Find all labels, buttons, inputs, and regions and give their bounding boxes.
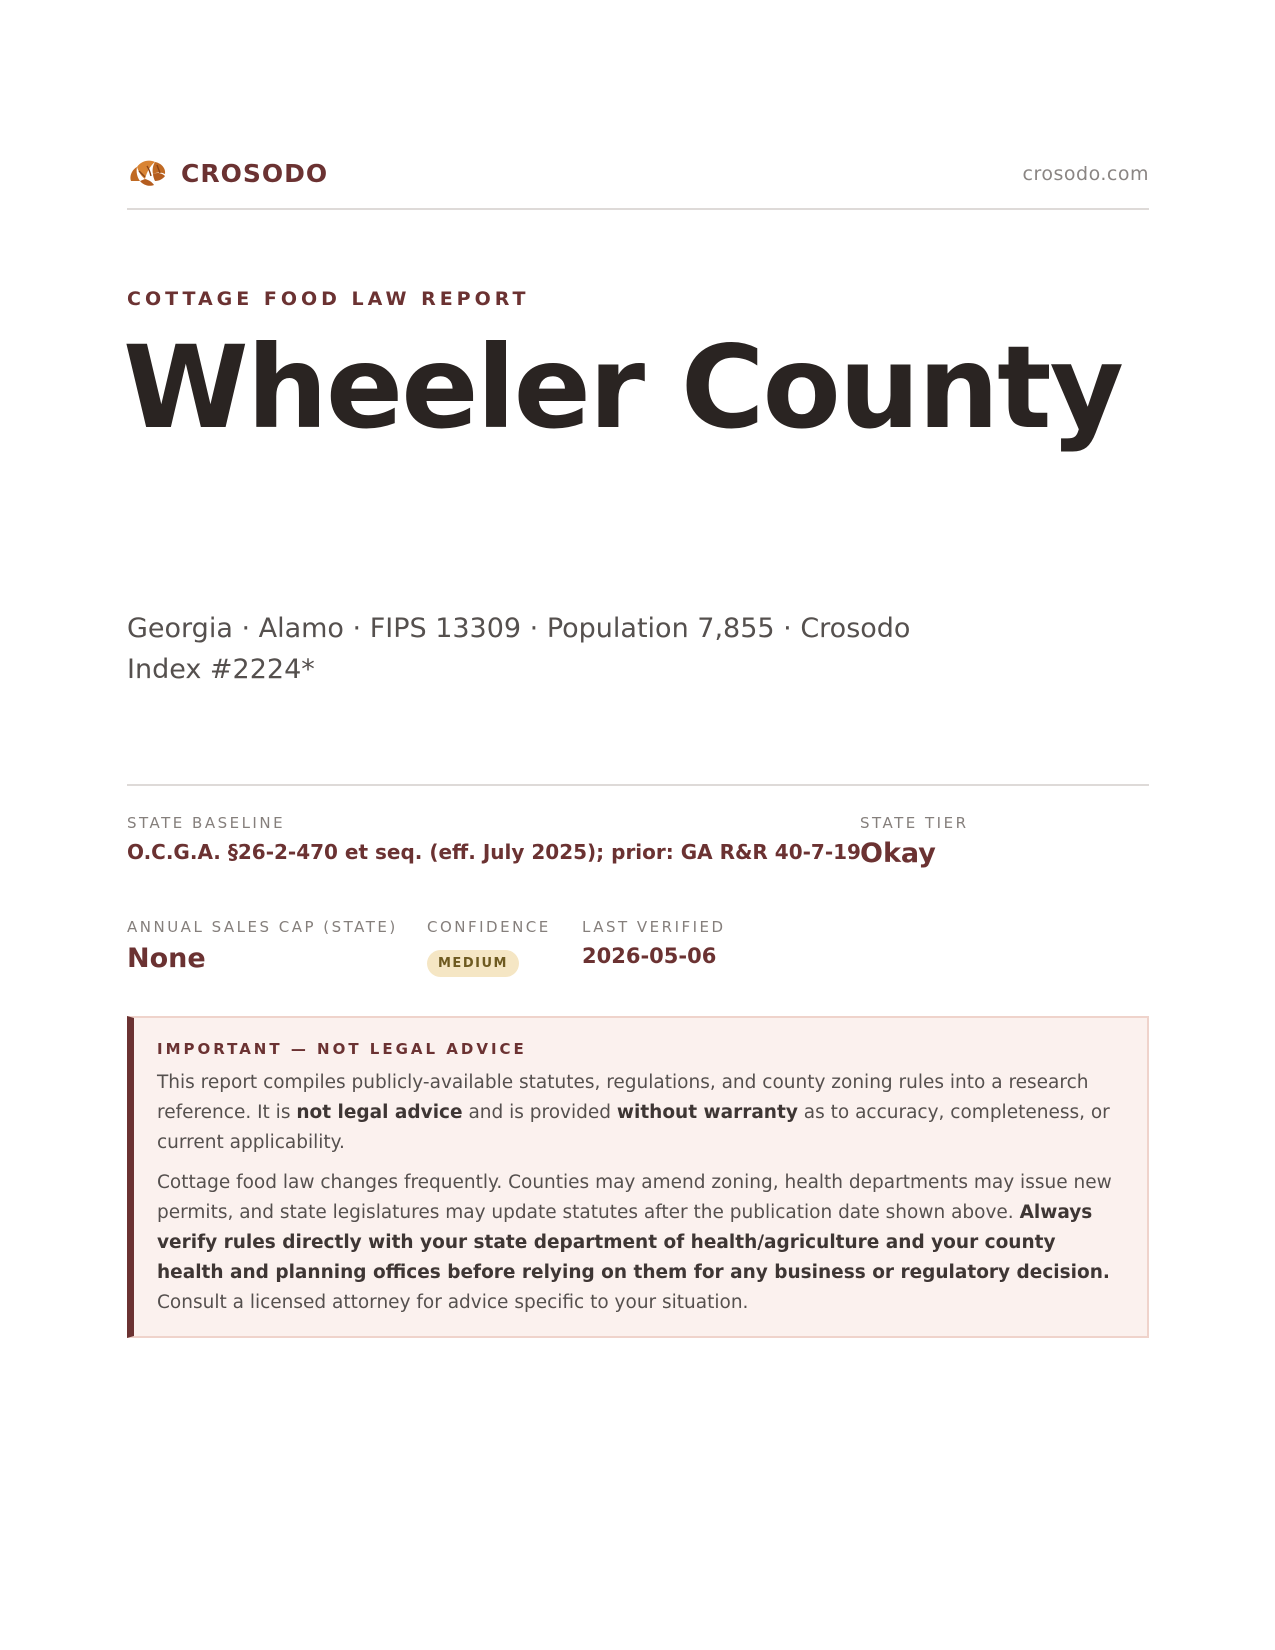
notice-text: Consult a licensed attorney for advice specific to your situation. — [157, 1292, 749, 1313]
legal-notice — [127, 1016, 1149, 1338]
site-url-link[interactable]: crosodo.com — [1022, 163, 1149, 185]
notice-paragraph-2 — [157, 1168, 1121, 1318]
state-tier-value: Okay — [860, 838, 936, 869]
notice-title: IMPORTANT — NOT LEGAL ADVICE — [157, 1040, 527, 1058]
state-baseline-label: STATE BASELINE — [127, 814, 286, 832]
page-title: Wheeler County — [123, 321, 1122, 454]
notice-emphasis: Always verify rules directly with your state department of health/agriculture and your county health and planning offices before relying on them for any business or regulatory decision. — [157, 1202, 1110, 1283]
notice-emphasis: not legal advice — [296, 1102, 463, 1123]
report-eyebrow: COTTAGE FOOD LAW REPORT — [127, 288, 530, 310]
notice-text: Cottage food law changes frequently. Counties may amend zoning, health departments may issue new permits, and state legislatures may update statutes after the publication date shown above. — [157, 1172, 1112, 1223]
brand[interactable] — [127, 155, 328, 191]
state-tier-label: STATE TIER — [860, 814, 969, 832]
page-header — [127, 150, 1149, 210]
report-page — [123, 150, 1149, 1313]
confidence-badge: MEDIUM — [427, 950, 519, 977]
notice-text: This report compiles publicly-available statutes, regulations, and county zoning rules into a research reference. It is — [157, 1072, 1089, 1123]
report-meta: Georgia · Alamo · FIPS 13309 · Population 7,855 · Crosodo Index #2224* — [127, 613, 911, 685]
sales-cap-label: ANNUAL SALES CAP (STATE) — [127, 918, 398, 936]
notice-emphasis: without warranty — [616, 1102, 798, 1123]
notice-text: as to accuracy, completeness, or current applicability. — [157, 1102, 1110, 1153]
section-divider — [127, 784, 1149, 786]
last-verified-value: 2026-05-06 — [582, 944, 717, 968]
confidence-label: CONFIDENCE — [427, 918, 551, 936]
notice-paragraph-1 — [157, 1068, 1121, 1158]
croissant-icon — [127, 155, 169, 191]
last-verified-label: LAST VERIFIED — [582, 918, 726, 936]
brand-name: CROSODO — [181, 158, 329, 188]
sales-cap-value: None — [127, 943, 206, 974]
notice-text: and is provided — [462, 1102, 617, 1123]
state-baseline-value: O.C.G.A. §26-2-470 et seq. (eff. July 2025); prior: GA R&R 40-7-19 — [127, 840, 861, 864]
